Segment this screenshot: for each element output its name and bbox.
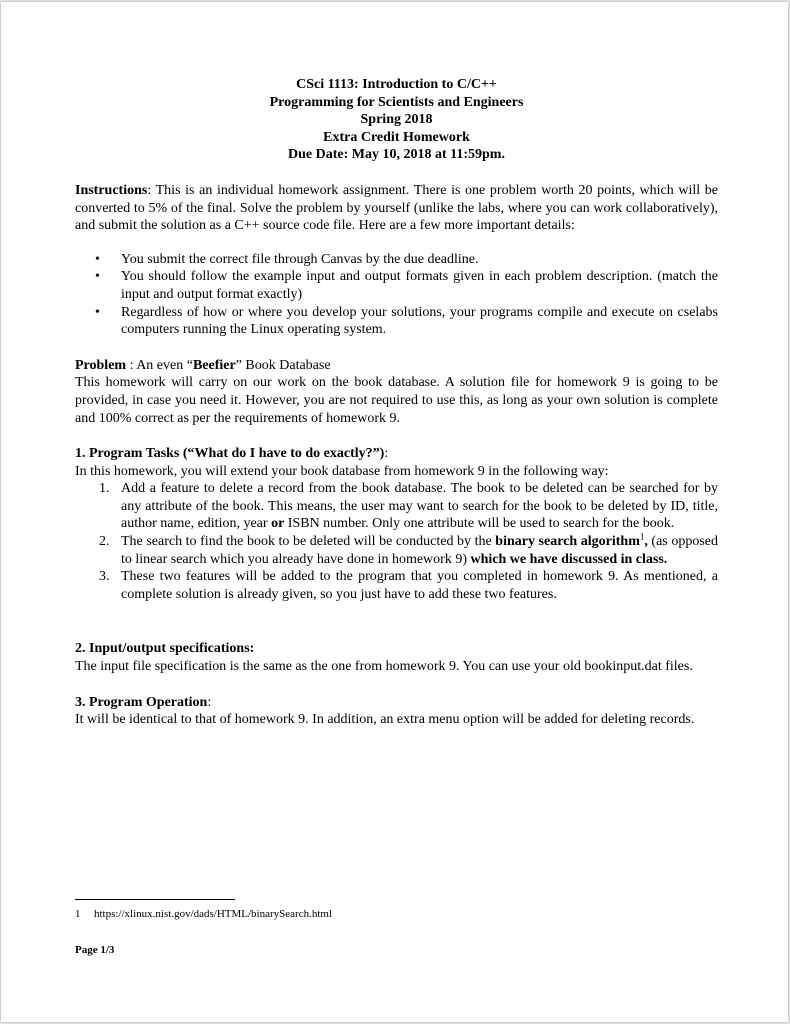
footnote [75,907,332,921]
footnote-number: 1 [75,908,81,920]
problem-title-emphasis: Beefier [192,357,236,373]
list-item: • Regardless of how or where you develop your solutions, your programs compile and execute on cselabs computers running the Linux operating system. [95,304,718,338]
problem-label: Problem [75,357,127,373]
list-item: 3. These two features will be added to the program that you completed in homework 9. As mentioned, a complete solution is already given, so you just have to add these two features. [99,569,718,602]
bullet-icon: • [95,269,100,285]
instructions-bullet-list [75,251,718,339]
footnote-marker: 1 [639,531,645,542]
list-item: • You should follow the example input and output formats given in each problem description. (match the input and output format exactly) [95,269,718,302]
instructions-paragraph [75,182,718,235]
bullet-icon: • [95,304,100,320]
tasks-list [75,480,718,603]
list-item: • You submit the correct file through Canvas by the due deadline. [95,251,479,267]
list-item: 1. Add a feature to delete a record from the book database. The book to be deleted can be searched for by any attribute of the book. This means, the user may want to search for the book to be deleted by ID, title, author name, edition, year or ISBN number. Only one attribute will be used to search for the book. [99,481,718,532]
page-content [75,76,718,729]
document-page [1,2,788,1022]
course-title: CSci 1113: Introduction to C/C++ [296,77,497,92]
footnote-divider [75,899,235,900]
document-header [75,76,718,164]
semester: Spring 2018 [360,112,433,128]
list-item: 2. The search to find the book to be deleted will be conducted by the binary search algorithm$^1$, (as opposed to linear search which you already have done in homework 9) which we have discussed in class. [99,531,718,567]
due-date: Due Date: May 10, 2018 at 11:59pm. [288,147,505,163]
tasks-intro: In this homework, you will extend your book database from homework 9 in the following way: [75,463,609,479]
assignment-title: Extra Credit Homework [323,129,470,145]
instructions-text: : This is an individual homework assignment. There is one problem worth 20 points, which will be converted to 5% of the final. Solve the problem by yourself (unlike the labs, where you can work collaboratively), and submit the solution as a C++ source code file. Here are a few more important details: [75,182,718,234]
footnote-link[interactable]: https://xlinux.nist.gov/dads/HTML/binarySearch.html [94,908,333,920]
tasks-heading: 1. Program Tasks (“What do I have to do exactly?”): [75,446,389,462]
problem-heading: Problem : An even “Beefier” Book Database [75,357,331,373]
io-description: The input file specification is the same as the one from homework 9. You can use your old bookinput.dat files. [75,659,693,675]
problem-description: This homework will carry on our work on the book database. A solution file for homework 9 is going to be provided, in case you need it. However, you are not required to use this, as long as your own solution is complete and 100% correct as per the requirements of homework 9. [75,375,718,426]
operation-heading: 3. Program Operation: [75,694,212,710]
course-subtitle: Programming for Scientists and Engineers [269,94,524,110]
instructions-label: Instructions [75,182,148,198]
page-number: Page 1/3 [75,944,115,956]
operation-description: It will be identical to that of homework 9. In addition, an extra menu option will be added for deleting records. [75,712,695,728]
io-heading: 2. Input/output specifications: [75,641,255,657]
bullet-icon: • [95,251,100,267]
